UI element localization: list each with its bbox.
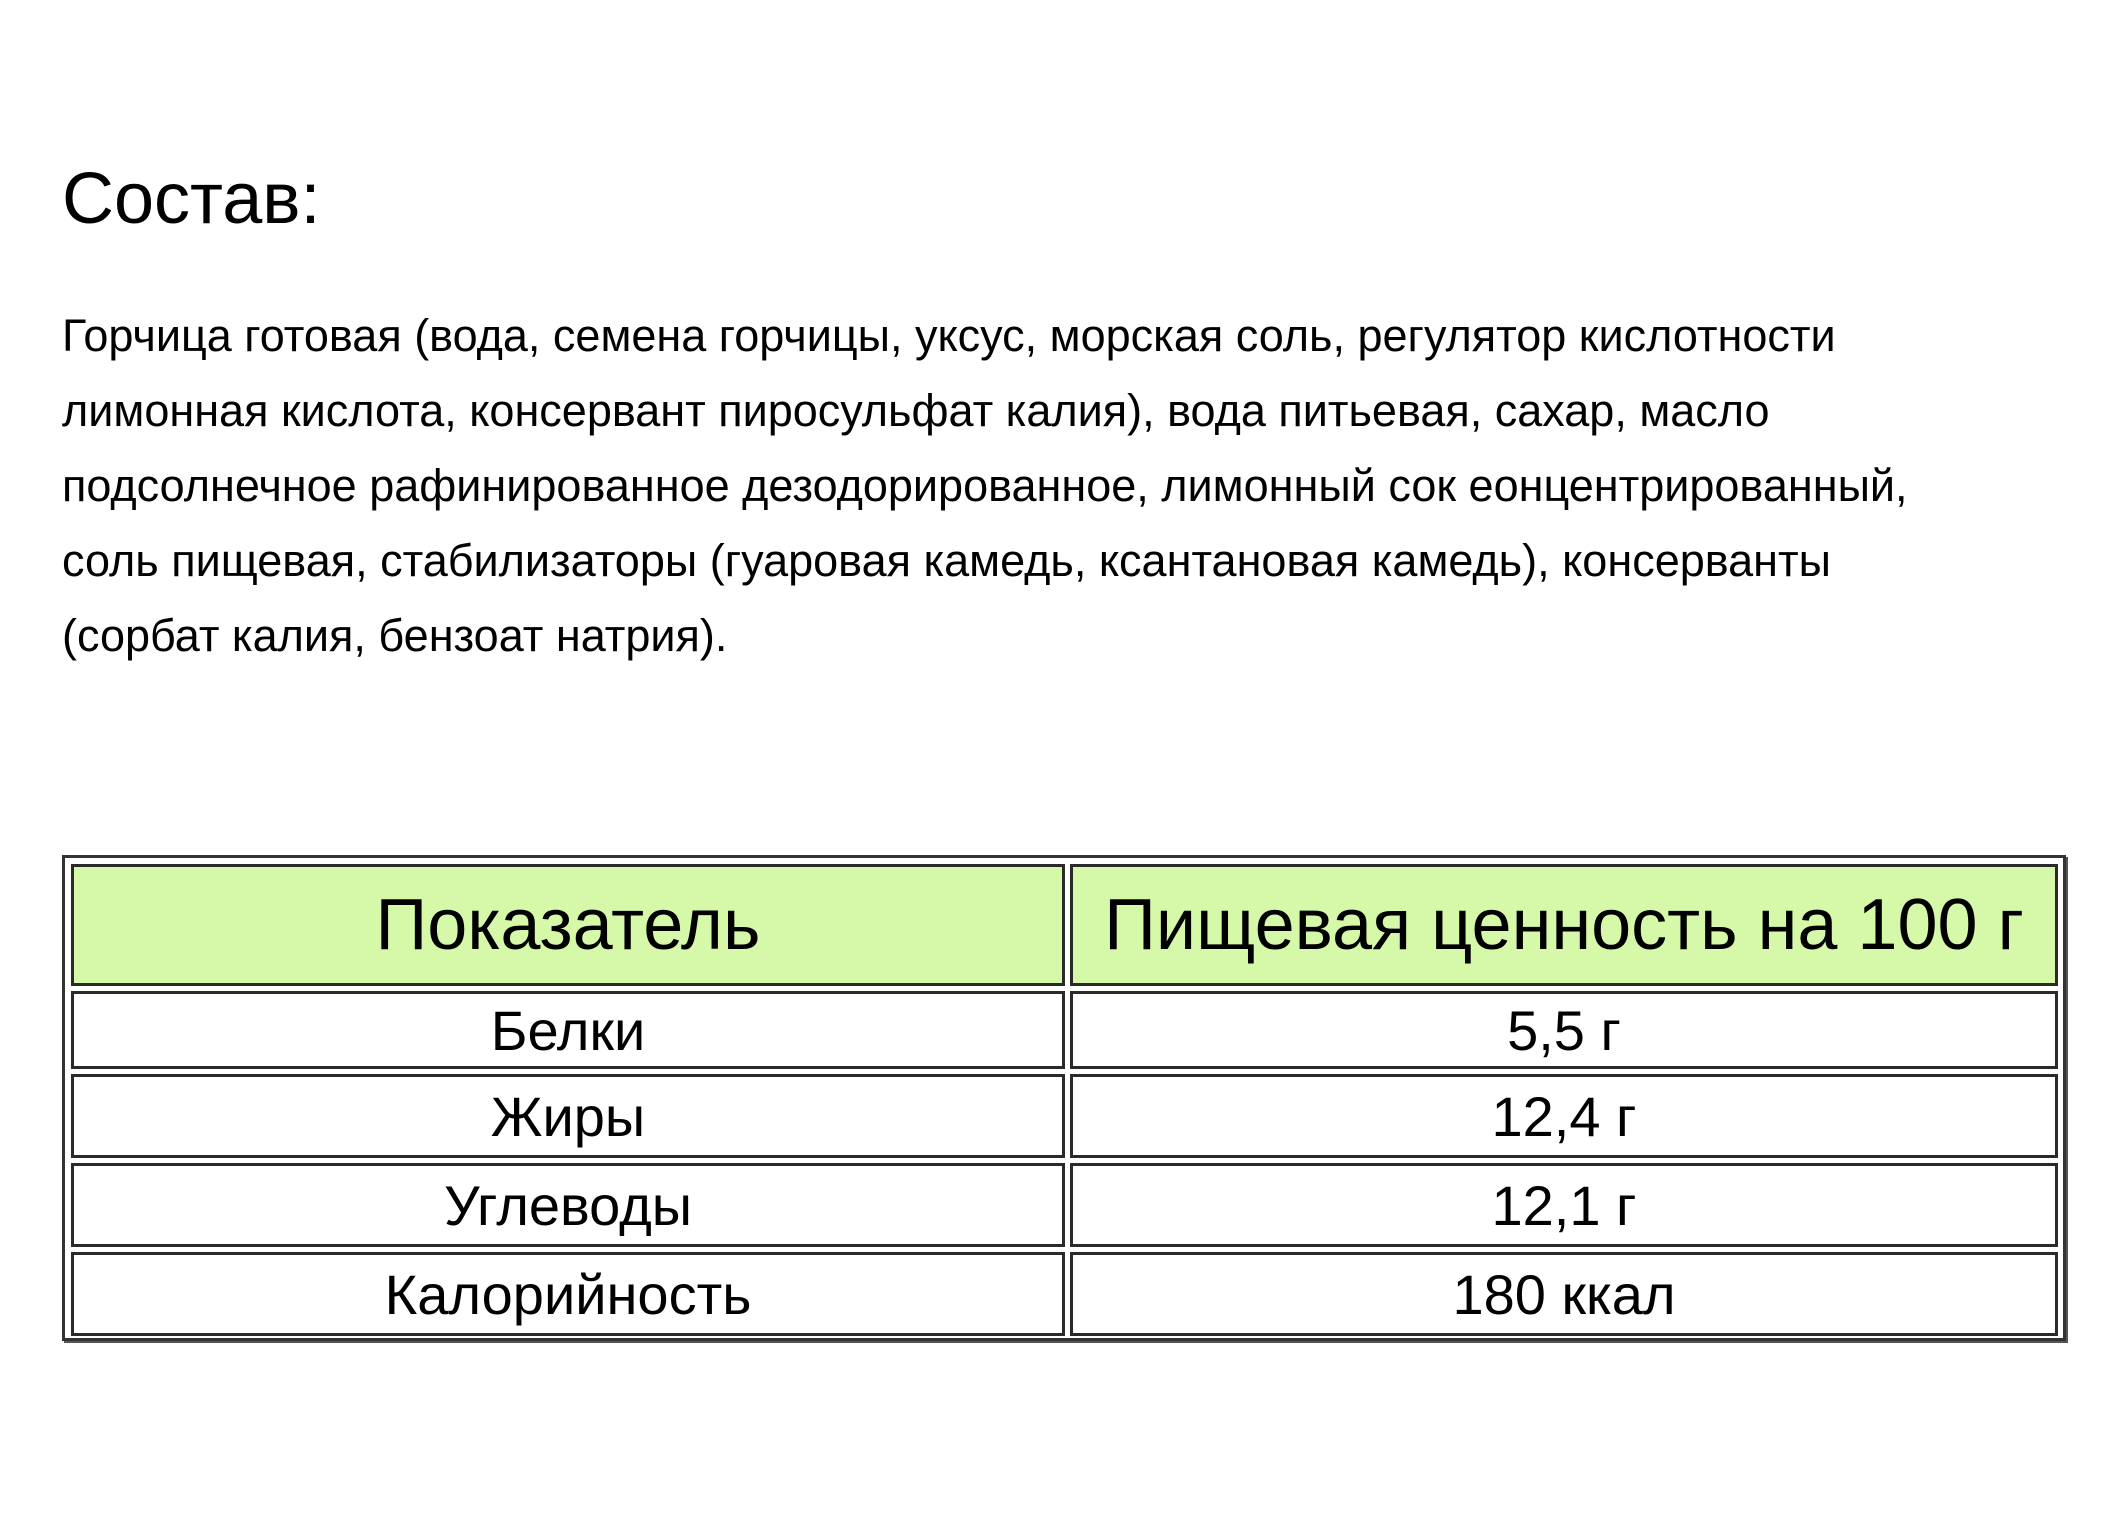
table-row-calories bbox=[71, 1252, 2058, 1336]
composition-line: Горчица готовая (вода, семена горчицы, уксус, морская соль, регулятор кислотности bbox=[62, 310, 1836, 361]
table-row-protein bbox=[71, 991, 2058, 1069]
value-cell: 180 ккал bbox=[1070, 1252, 2058, 1336]
composition-text bbox=[62, 298, 1908, 673]
header-nutrition-value: Пищевая ценность на 100 г bbox=[1070, 864, 2058, 986]
nutrition-table-frame bbox=[62, 855, 2066, 1341]
composition-line: (сорбат калия, бензоат натрия). bbox=[62, 610, 728, 661]
value-cell: 12,1 г bbox=[1070, 1163, 2058, 1247]
header-indicator: Показатель bbox=[71, 864, 1065, 986]
value-cell: 5,5 г bbox=[1070, 991, 2058, 1069]
value-cell: 12,4 г bbox=[1070, 1074, 2058, 1158]
product-info-page bbox=[62, 0, 2072, 1530]
table-header-row bbox=[71, 864, 2058, 986]
composition-heading: Состав: bbox=[62, 159, 321, 239]
indicator-cell: Углеводы bbox=[71, 1163, 1065, 1247]
indicator-cell: Жиры bbox=[71, 1074, 1065, 1158]
table-row-carbohydrates bbox=[71, 1163, 2058, 1247]
nutrition-table bbox=[66, 859, 2063, 1341]
indicator-cell: Калорийность bbox=[71, 1252, 1065, 1336]
composition-line: лимонная кислота, консервант пиросульфат калия), вода питьевая, сахар, масло bbox=[62, 385, 1770, 436]
indicator-cell: Белки bbox=[71, 991, 1065, 1069]
composition-line: подсолнечное рафинированное дезодорированное, лимонный сок еонцентрированный, bbox=[62, 460, 1908, 511]
table-row-fat bbox=[71, 1074, 2058, 1158]
composition-line: соль пищевая, стабилизаторы (гуаровая камедь, ксантановая камедь), консерванты bbox=[62, 535, 1831, 586]
